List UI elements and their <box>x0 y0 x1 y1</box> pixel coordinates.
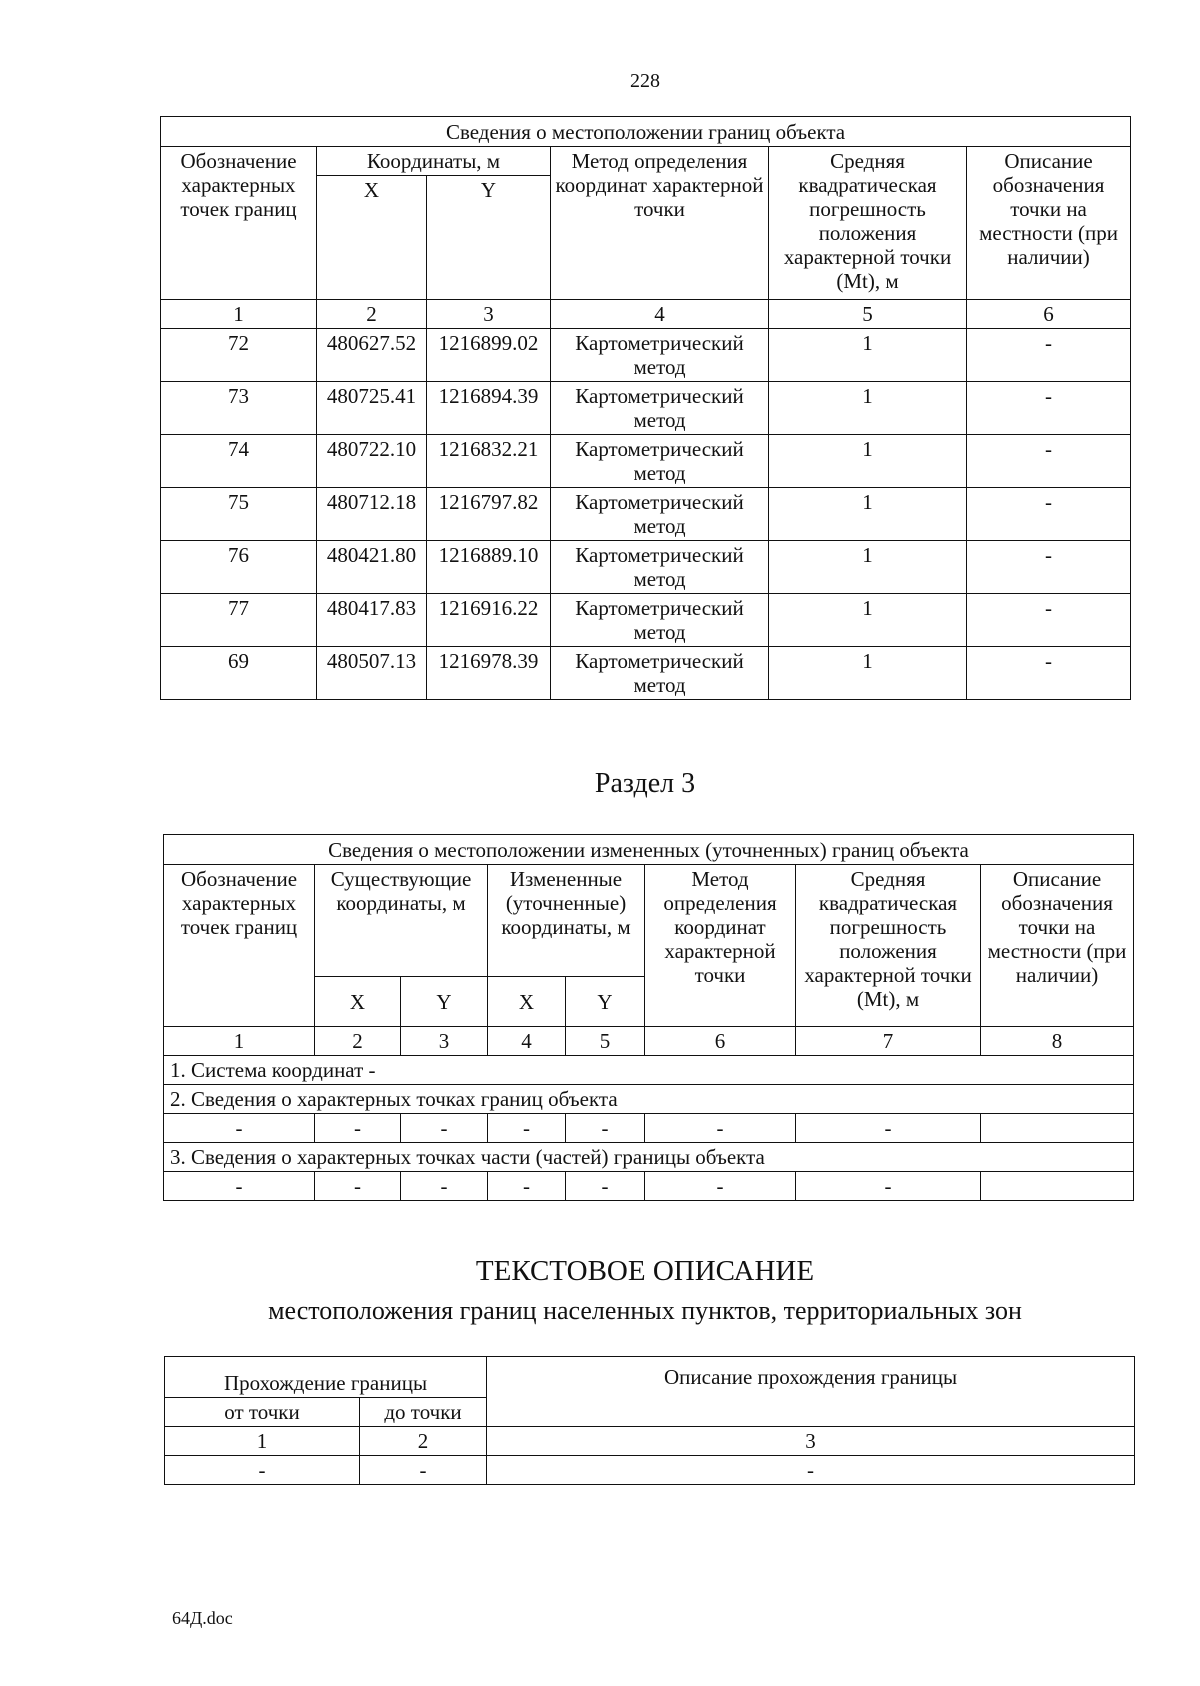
description: - <box>967 594 1131 647</box>
description: - <box>967 647 1131 700</box>
method: Картометрический метод <box>551 647 769 700</box>
table-row <box>164 1114 1134 1143</box>
cell: - <box>401 1114 488 1143</box>
col-number: 3 <box>401 1027 488 1056</box>
cell: - <box>315 1114 401 1143</box>
col-number: 3 <box>487 1427 1135 1456</box>
description: - <box>967 435 1131 488</box>
table-row <box>161 541 1131 594</box>
table-row <box>161 382 1131 435</box>
table-row <box>161 488 1131 541</box>
table-row <box>165 1456 1135 1485</box>
header-y: Y <box>566 977 645 1027</box>
error: 1 <box>769 647 967 700</box>
col-number: 4 <box>488 1027 566 1056</box>
cell: - <box>645 1172 796 1201</box>
boundary-part-points-label: 3. Сведения о характерных точках части (частей) границы объекта <box>164 1143 1134 1172</box>
text-description-subtitle: местоположения границ населенных пунктов, территориальных зон <box>268 1296 1022 1325</box>
text-description-title: ТЕКСТОВОЕ ОПИСАНИЕ <box>475 1255 815 1287</box>
header-changed-coords: Измененные (уточненные) координаты, м <box>488 865 645 977</box>
header-description: Описание обозначения точки на местности (при наличии) <box>967 147 1131 300</box>
coord-y: 1216899.02 <box>427 329 551 382</box>
cell: - <box>566 1172 645 1201</box>
boundary-location-table <box>160 116 1131 700</box>
table-row <box>161 435 1131 488</box>
method: Картометрический метод <box>551 541 769 594</box>
cell: - <box>315 1172 401 1201</box>
col-number: 2 <box>315 1027 401 1056</box>
table-row <box>161 647 1131 700</box>
header-to-point: до точки <box>360 1398 487 1427</box>
cell: - <box>488 1114 566 1143</box>
error: 1 <box>769 541 967 594</box>
error: 1 <box>769 435 967 488</box>
cell: - <box>488 1172 566 1201</box>
boundary-passage-table <box>164 1356 1135 1485</box>
point-id: 76 <box>161 541 317 594</box>
coordinate-system-row: 1. Система координат - <box>164 1056 1134 1085</box>
point-id: 73 <box>161 382 317 435</box>
col-number: 5 <box>769 300 967 329</box>
coord-y: 1216894.39 <box>427 382 551 435</box>
coord-y: 1216889.10 <box>427 541 551 594</box>
header-passage: Прохождение границы <box>165 1357 487 1398</box>
coord-x: 480417.83 <box>317 594 427 647</box>
cell: - <box>401 1172 488 1201</box>
col-number: 6 <box>645 1027 796 1056</box>
header-method: Метод определения координат характерной точки <box>645 865 796 1027</box>
cell: - <box>566 1114 645 1143</box>
header-error: Средняя квадратическая погрешность положения характерной точки (Mt), м <box>769 147 967 300</box>
col-number: 2 <box>317 300 427 329</box>
header-y: Y <box>401 977 488 1027</box>
method: Картометрический метод <box>551 382 769 435</box>
cell: - <box>487 1456 1135 1485</box>
section-heading: Раздел 3 <box>594 768 696 799</box>
point-id: 75 <box>161 488 317 541</box>
col-number: 6 <box>967 300 1131 329</box>
cell: - <box>164 1114 315 1143</box>
table2-title: Сведения о местоположении измененных (уточненных) границ объекта <box>164 835 1134 865</box>
col-number: 8 <box>981 1027 1134 1056</box>
description: - <box>967 541 1131 594</box>
coord-y: 1216978.39 <box>427 647 551 700</box>
description: - <box>967 329 1131 382</box>
cell: - <box>165 1456 360 1485</box>
coord-y: 1216832.21 <box>427 435 551 488</box>
table1-title: Сведения о местоположении границ объекта <box>161 117 1131 147</box>
header-error: Средняя квадратическая погрешность положения характерной точки (Mt), м <box>796 865 981 1027</box>
method: Картометрический метод <box>551 594 769 647</box>
header-designation: Обозначение характерных точек границ <box>164 865 315 1027</box>
coord-x: 480712.18 <box>317 488 427 541</box>
point-id: 74 <box>161 435 317 488</box>
cell: - <box>796 1114 981 1143</box>
table-row <box>161 594 1131 647</box>
table-row <box>164 1172 1134 1201</box>
header-coordinates: Координаты, м <box>317 147 551 176</box>
col-number: 4 <box>551 300 769 329</box>
error: 1 <box>769 488 967 541</box>
coord-x: 480507.13 <box>317 647 427 700</box>
coord-x: 480627.52 <box>317 329 427 382</box>
col-number: 2 <box>360 1427 487 1456</box>
error: 1 <box>769 329 967 382</box>
cell: - <box>164 1172 315 1201</box>
point-id: 72 <box>161 329 317 382</box>
point-id: 77 <box>161 594 317 647</box>
header-passage-description: Описание прохождения границы <box>487 1357 1135 1427</box>
col-number: 1 <box>161 300 317 329</box>
cell <box>981 1172 1134 1201</box>
coord-x: 480421.80 <box>317 541 427 594</box>
method: Картометрический метод <box>551 435 769 488</box>
point-id: 69 <box>161 647 317 700</box>
col-number: 1 <box>164 1027 315 1056</box>
header-x: X <box>315 977 401 1027</box>
page-number: 228 <box>630 70 660 92</box>
col-number: 7 <box>796 1027 981 1056</box>
cell: - <box>645 1114 796 1143</box>
header-from-point: от точки <box>165 1398 360 1427</box>
error: 1 <box>769 382 967 435</box>
header-x: X <box>488 977 566 1027</box>
coord-y: 1216797.82 <box>427 488 551 541</box>
document-filename: 64Д.doc <box>172 1608 233 1628</box>
coord-x: 480722.10 <box>317 435 427 488</box>
description: - <box>967 488 1131 541</box>
header-description: Описание обозначения точки на местности (при наличии) <box>981 865 1134 1027</box>
changed-boundary-table <box>163 834 1134 1201</box>
header-x: X <box>317 176 427 300</box>
col-number: 3 <box>427 300 551 329</box>
col-number: 5 <box>566 1027 645 1056</box>
header-designation: Обозначение характерных точек границ <box>161 147 317 300</box>
method: Картометрический метод <box>551 329 769 382</box>
description: - <box>967 382 1131 435</box>
method: Картометрический метод <box>551 488 769 541</box>
header-y: Y <box>427 176 551 300</box>
boundary-points-label: 2. Сведения о характерных точках границ объекта <box>164 1085 1134 1114</box>
coord-x: 480725.41 <box>317 382 427 435</box>
cell: - <box>360 1456 487 1485</box>
header-method: Метод определения координат характерной точки <box>551 147 769 300</box>
table-row <box>161 329 1131 382</box>
header-existing-coords: Существующие координаты, м <box>315 865 488 977</box>
error: 1 <box>769 594 967 647</box>
cell <box>981 1114 1134 1143</box>
cell: - <box>796 1172 981 1201</box>
coord-y: 1216916.22 <box>427 594 551 647</box>
col-number: 1 <box>165 1427 360 1456</box>
